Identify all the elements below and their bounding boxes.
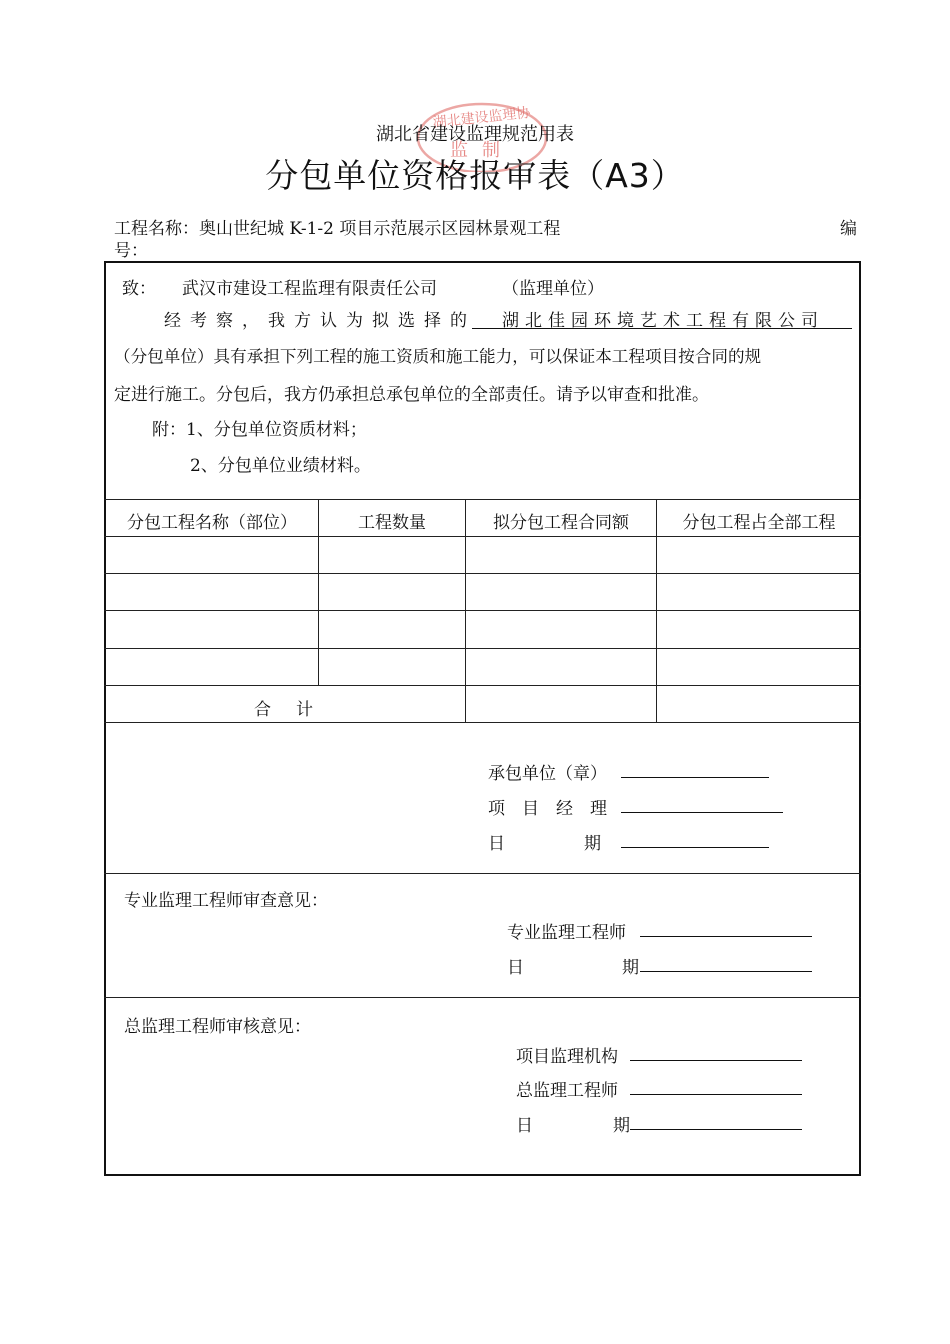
body-line-3: 定进行施工。分包后，我方仍承担总承包单位的全部责任。请予以审查和批准。 [114, 385, 709, 405]
specialist-engineer-line [640, 936, 812, 937]
chief-date-label-2: 期 [613, 1116, 630, 1136]
chief-review-heading: 总监理工程师审核意见： [124, 1017, 311, 1037]
stamp-text-top: 湖北建设监理协 [432, 104, 532, 132]
table-header-name: 分包工程名称（部位） [127, 513, 297, 533]
body-line-2: （分包单位）具有承担下列工程的施工资质和施工能力，可以保证本工程项目按合同的规 [114, 347, 762, 366]
chief-date-line [630, 1129, 802, 1130]
table-total-label: 合 计 [254, 700, 317, 720]
specialist-date-label-2: 期 [622, 958, 639, 978]
table-header-amount: 拟分包工程合同额 [493, 513, 629, 533]
section-divider [104, 997, 861, 998]
project-line [114, 214, 560, 239]
table-header-line [104, 536, 861, 537]
specialist-date-label-1: 日 [507, 958, 524, 978]
to-name: 武汉市建设工程监理有限责任公司 [182, 279, 437, 299]
subcontractor-underline [472, 328, 852, 329]
attachment-2: 2、分包单位业绩材料。 [190, 456, 371, 476]
table-header-quantity: 工程数量 [358, 513, 426, 533]
contractor-unit-label: 承包单位（章） [488, 764, 607, 784]
chief-date-label-1: 日 [516, 1116, 533, 1136]
contractor-date-line [621, 847, 769, 848]
specialist-engineer-label: 专业监理工程师 [507, 923, 626, 943]
specialist-date-line [640, 971, 812, 972]
attachment-1: 附：1、分包单位资质材料； [152, 420, 367, 440]
number-label: 编 [840, 219, 857, 239]
project-name: 奥山世纪城 K-1-2 项目示范展示区园林景观工程 [199, 219, 561, 239]
form-title: 分包单位资格报审表（A3） [265, 156, 685, 195]
table-bottom-line [104, 722, 861, 723]
body-lead-text: 经考察，我方认为拟选择的 [164, 311, 476, 331]
project-label: 工程名称： [114, 219, 199, 239]
supervision-org-line [630, 1060, 802, 1061]
body-lead [164, 306, 476, 331]
table-row-line [104, 573, 861, 574]
contractor-unit-line [621, 777, 769, 778]
section-divider [104, 873, 861, 874]
to-label: 致： [122, 279, 156, 299]
chief-engineer-label: 总监理工程师 [516, 1081, 618, 1101]
table-row-line [104, 610, 861, 611]
project-manager-label: 项 目 经 理 [488, 799, 607, 819]
table-row-line [104, 648, 861, 649]
stamp-text-bottom: 监制 [450, 140, 514, 161]
chief-engineer-line [630, 1094, 802, 1095]
table-row-line [104, 685, 861, 686]
form-subtitle: 湖北省建设监理规范用表 [376, 124, 574, 145]
contractor-date-label-1: 日 [488, 834, 505, 854]
specialist-review-heading: 专业监理工程师审查意见： [124, 891, 328, 911]
number-label-wrap: 号： [114, 241, 148, 261]
supervision-org-label: 项目监理机构 [516, 1047, 618, 1067]
to-role: （监理单位） [502, 279, 604, 299]
subcontractor-name: 湖北佳园环境艺术工程有限公司 [502, 311, 824, 331]
table-header-percentage: 分包工程占全部工程 [682, 513, 836, 533]
project-manager-line [621, 812, 783, 813]
contractor-date-label-2: 期 [584, 834, 601, 854]
table-top-line [104, 499, 861, 500]
